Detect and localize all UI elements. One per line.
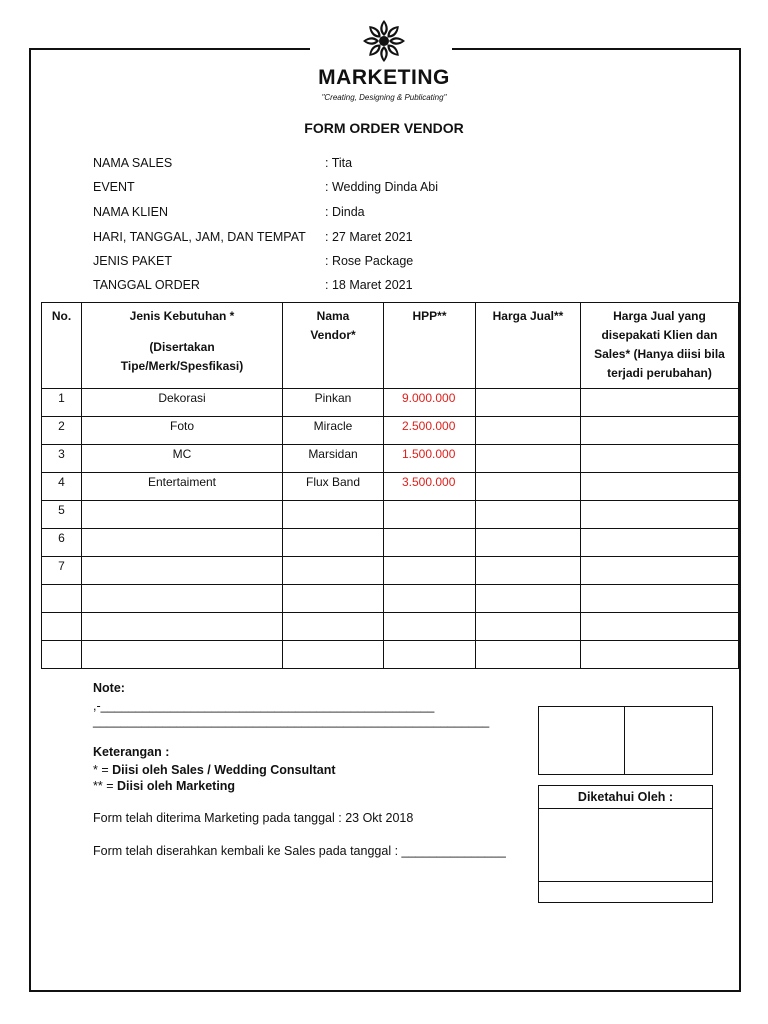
- cell-harga-jual: [476, 585, 581, 613]
- marketing-logo-icon: [361, 18, 407, 64]
- field-label-nama-sales: NAMA SALES: [93, 156, 173, 170]
- header-vendor-line1: Nama: [316, 309, 350, 323]
- cell-harga-jual: [476, 445, 581, 473]
- diketahui-title: Diketahui Oleh :: [577, 790, 674, 804]
- form-title: FORM ORDER VENDOR: [304, 120, 464, 136]
- signature-box-left: [538, 706, 625, 775]
- cell-item: [82, 557, 283, 585]
- field-label-hari-tanggal: HARI, TANGGAL, JAM, DAN TEMPAT: [93, 230, 306, 244]
- table-row: [42, 501, 739, 529]
- cell-harga-disepakati: [581, 613, 739, 641]
- field-label-tanggal-order: TANGGAL ORDER: [93, 278, 200, 292]
- cell-item: [82, 613, 283, 641]
- cell-harga-disepakati: [581, 473, 739, 501]
- cell-vendor: Marsidan: [283, 445, 384, 473]
- header-nama-vendor: [283, 303, 384, 389]
- cell-item: [82, 529, 283, 557]
- table-row: [42, 557, 739, 585]
- table-row: [42, 473, 739, 501]
- cell-harga-disepakati: [581, 445, 739, 473]
- header-harga-jual: Harga Jual**: [476, 303, 581, 389]
- field-value-event: : Wedding Dinda Abi: [325, 180, 439, 194]
- table-row: [42, 417, 739, 445]
- cell-vendor: [283, 529, 384, 557]
- cell-item: MC: [82, 445, 283, 473]
- header-harga-disepakati: [581, 303, 739, 389]
- cell-no: [42, 585, 82, 613]
- cell-vendor: Pinkan: [283, 389, 384, 417]
- field-value-hari-tanggal: : 27 Maret 2021: [325, 230, 413, 244]
- cell-hpp: [384, 585, 476, 613]
- cell-no: 2: [42, 417, 82, 445]
- cell-hpp: [384, 529, 476, 557]
- cell-hpp: 9.000.000: [384, 389, 476, 417]
- cell-hpp: [384, 501, 476, 529]
- received-date-text: Form telah diterima Marketing pada tanggal : 23 Okt 2018: [93, 811, 414, 825]
- table-row: [42, 445, 739, 473]
- cell-no: [42, 641, 82, 669]
- note-line-2: _________________________________________________________: [93, 714, 490, 728]
- diketahui-footer-box: [538, 881, 713, 903]
- header-jenis-kebutuhan: [82, 303, 283, 389]
- note-line-1: ,-________________________________________________: [93, 699, 435, 713]
- cell-no: [42, 613, 82, 641]
- field-value-jenis-paket: : Rose Package: [325, 254, 414, 268]
- header-vendor-line2: Vendor*: [310, 328, 356, 342]
- field-label-nama-klien: NAMA KLIEN: [93, 205, 169, 219]
- table-header-row: [42, 303, 739, 389]
- cell-harga-jual: [476, 613, 581, 641]
- cell-no: 1: [42, 389, 82, 417]
- cell-harga-disepakati: [581, 557, 739, 585]
- field-value-nama-klien: : Dinda: [325, 205, 365, 219]
- cell-harga-disepakati: [581, 417, 739, 445]
- keterangan-item-2-text: Diisi oleh Marketing: [116, 779, 236, 793]
- cell-item: [82, 585, 283, 613]
- note-label: Note:: [93, 681, 125, 695]
- cell-harga-disepakati: [581, 529, 739, 557]
- keterangan-item-2: [93, 779, 235, 793]
- cell-harga-jual: [476, 501, 581, 529]
- table-row: [42, 585, 739, 613]
- cell-no: 6: [42, 529, 82, 557]
- cell-hpp: 1.500.000: [384, 445, 476, 473]
- cell-harga-jual: [476, 389, 581, 417]
- keterangan-item-1: [93, 763, 336, 777]
- table-row: [42, 529, 739, 557]
- cell-vendor: [283, 501, 384, 529]
- header-agreed-line1: Harga Jual yang: [613, 309, 706, 323]
- cell-no: 5: [42, 501, 82, 529]
- cell-no: 4: [42, 473, 82, 501]
- cell-vendor: [283, 613, 384, 641]
- cell-item: Foto: [82, 417, 283, 445]
- header-jenis-line2: (Disertakan: [149, 340, 215, 354]
- cell-harga-disepakati: [581, 585, 739, 613]
- cell-harga-disepakati: [581, 389, 739, 417]
- cell-vendor: [283, 557, 384, 585]
- cell-vendor: [283, 585, 384, 613]
- cell-harga-jual: [476, 529, 581, 557]
- cell-hpp: [384, 613, 476, 641]
- field-label-event: EVENT: [93, 180, 135, 194]
- cell-harga-disepakati: [581, 501, 739, 529]
- cell-no: 3: [42, 445, 82, 473]
- field-value-tanggal-order: : 18 Maret 2021: [325, 278, 413, 292]
- table-row: [42, 641, 739, 669]
- cell-hpp: [384, 557, 476, 585]
- brand-name: MARKETING: [318, 66, 450, 89]
- cell-vendor: [283, 641, 384, 669]
- cell-item: [82, 641, 283, 669]
- brand-tagline: "Creating, Designing & Publicating": [321, 93, 447, 102]
- cell-harga-jual: [476, 557, 581, 585]
- cell-hpp: [384, 641, 476, 669]
- cell-vendor: Flux Band: [283, 473, 384, 501]
- header-agreed-line4: terjadi perubahan): [607, 366, 712, 380]
- header-jenis-line3: Tipe/Merk/Spesfikasi): [120, 359, 244, 373]
- keterangan-item-2-prefix: ** =: [93, 779, 117, 793]
- cell-item: Dekorasi: [82, 389, 283, 417]
- keterangan-item-1-prefix: * =: [93, 763, 113, 777]
- cell-vendor: Miracle: [283, 417, 384, 445]
- header-agreed-line3: Sales* (Hanya diisi bila: [594, 347, 725, 361]
- keterangan-label: Keterangan :: [93, 745, 170, 759]
- cell-item: Entertaiment: [82, 473, 283, 501]
- cell-hpp: 2.500.000: [384, 417, 476, 445]
- header-jenis-line1: Jenis Kebutuhan *: [129, 309, 235, 323]
- table-row: [42, 389, 739, 417]
- header-no: No.: [42, 303, 82, 389]
- cell-harga-jual: [476, 641, 581, 669]
- header-hpp: HPP**: [384, 303, 476, 389]
- cell-harga-jual: [476, 473, 581, 501]
- field-value-nama-sales: : Tita: [325, 156, 353, 170]
- cell-hpp: 3.500.000: [384, 473, 476, 501]
- keterangan-item-1-text: Diisi oleh Sales / Wedding Consultant: [112, 763, 336, 777]
- cell-no: 7: [42, 557, 82, 585]
- signature-box-right: [624, 706, 713, 775]
- order-table: [41, 302, 739, 669]
- cell-harga-disepakati: [581, 641, 739, 669]
- returned-date-text: Form telah diserahkan kembali ke Sales pada tanggal : _______________: [93, 844, 506, 858]
- header-agreed-line2: disepakati Klien dan: [601, 328, 718, 342]
- cell-harga-jual: [476, 417, 581, 445]
- cell-item: [82, 501, 283, 529]
- table-row: [42, 613, 739, 641]
- field-label-jenis-paket: JENIS PAKET: [93, 254, 172, 268]
